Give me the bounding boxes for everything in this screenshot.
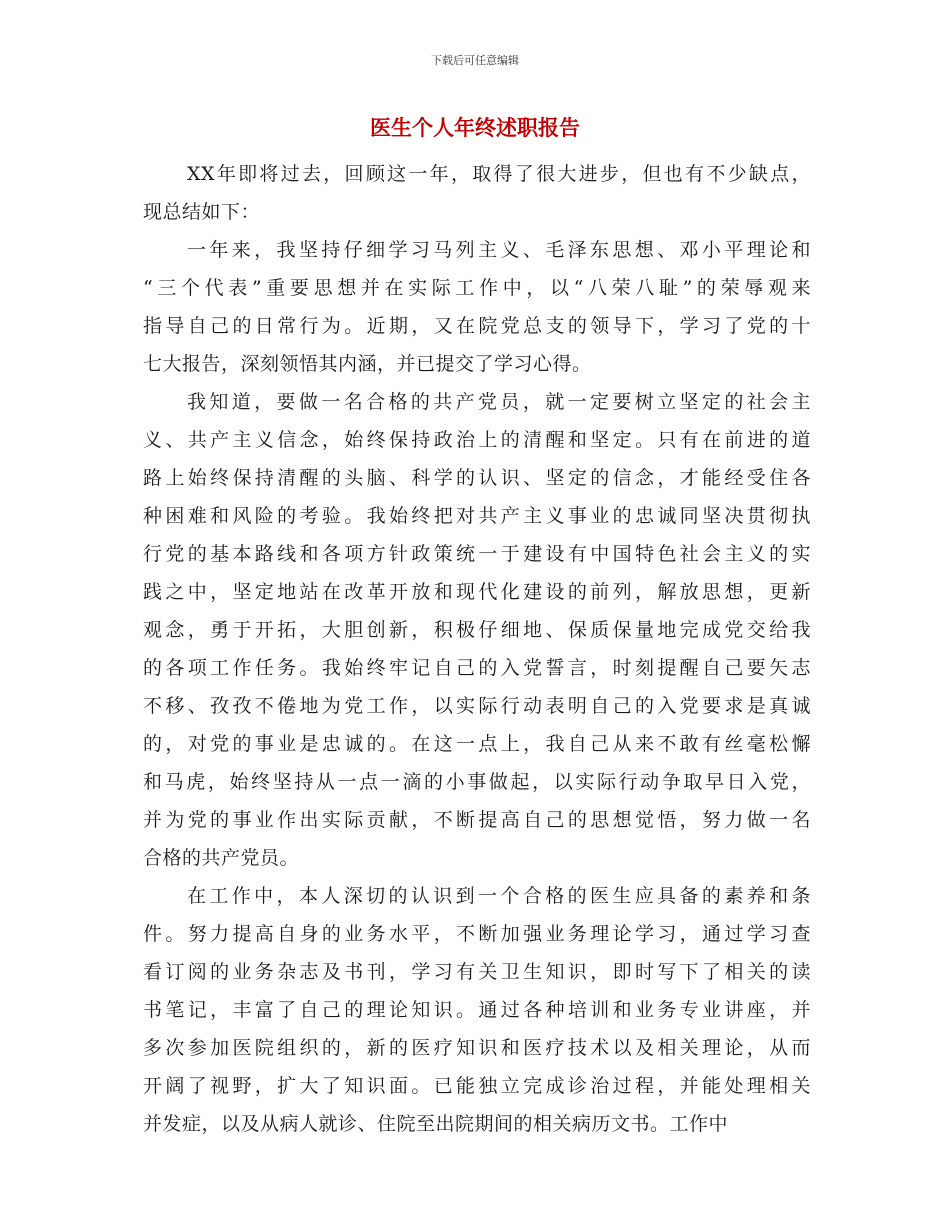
paragraph: [143, 231, 811, 383]
text-line: 的，对党的事业是忠诚的。在这一点上，我自己从来不敢有丝毫松懈: [143, 733, 811, 755]
text-line: 现总结如下：: [143, 201, 261, 223]
text-line: 的各项工作任务。我始终牢记自己的入党誓言，时刻提醒自己要矢志: [143, 657, 811, 679]
text-line: 在工作中，本人深切的认识到一个合格的医生应具备的素养和条: [187, 885, 811, 907]
text-line: 行党的基本路线和各项方针政策统一于建设有中国特色社会主义的实: [143, 543, 811, 565]
text-line: 书笔记，丰富了自己的理论知识。通过各种培训和业务专业讲座，并: [143, 999, 811, 1021]
paragraph: [143, 877, 811, 1143]
header-note: 下载后可任意编辑: [431, 54, 519, 67]
text-line: 指导自己的日常行为。近期，又在院党总支的领导下，学习了党的十: [143, 315, 811, 337]
text-line: 看订阅的业务杂志及书刊，学习有关卫生知识，即时写下了相关的读: [143, 961, 811, 983]
text-line: 七大报告，深刻领悟其内涵，并已提交了学习心得。: [143, 353, 592, 375]
text-line: 种困难和风险的考验。我始终把对共产主义事业的忠诚同坚决贯彻执: [143, 505, 811, 527]
text-line: 不移、孜孜不倦地为党工作，以实际行动表明自己的入党要求是真诚: [143, 695, 811, 717]
paragraph: [143, 155, 811, 231]
text-line: 多次参加医院组织的，新的医疗知识和医疗技术以及相关理论，从而: [143, 1037, 811, 1059]
text-line: 一年来，我坚持仔细学习马列主义、毛泽东思想、邓小平理论和: [187, 239, 811, 261]
paragraph: [143, 383, 811, 877]
text-line: 并为党的事业作出实际贡献，不断提高自己的思想觉悟，努力做一名: [143, 809, 811, 831]
text-line: 践之中，坚定地站在改革开放和现代化建设的前列，解放思想，更新: [143, 581, 811, 603]
text-line: 开阔了视野，扩大了知识面。已能独立完成诊治过程，并能处理相关: [143, 1075, 811, 1097]
text-line: XX年即将过去，回顾这一年，取得了很大进步，但也有不少缺点，: [187, 163, 811, 185]
text-line: “三个代表”重要思想并在实际工作中，以“八荣八耻”的荣辱观来: [143, 277, 811, 299]
document-body: [143, 155, 811, 1143]
text-line: 义、共产主义信念，始终保持政治上的清醒和坚定。只有在前进的道: [143, 429, 811, 451]
text-line: 我知道，要做一名合格的共产党员，就一定要树立坚定的社会主: [187, 391, 811, 413]
text-line: 合格的共产党员。: [143, 847, 300, 869]
text-line: 路上始终保持清醒的头脑、科学的认识、坚定的信念，才能经受住各: [143, 467, 811, 489]
text-line: 观念，勇于开拓，大胆创新，积极仔细地、保质保量地完成党交给我: [143, 619, 811, 641]
text-line: 并发症，以及从病人就诊、住院至出院期间的相关病历文书。工作中: [143, 1113, 729, 1135]
text-line: 件。努力提高自身的业务水平，不断加强业务理论学习，通过学习查: [143, 923, 811, 945]
document-title: 医生个人年终述职报告: [370, 116, 580, 140]
text-line: 和马虎，始终坚持从一点一滴的小事做起，以实际行动争取早日入党，: [143, 771, 811, 793]
